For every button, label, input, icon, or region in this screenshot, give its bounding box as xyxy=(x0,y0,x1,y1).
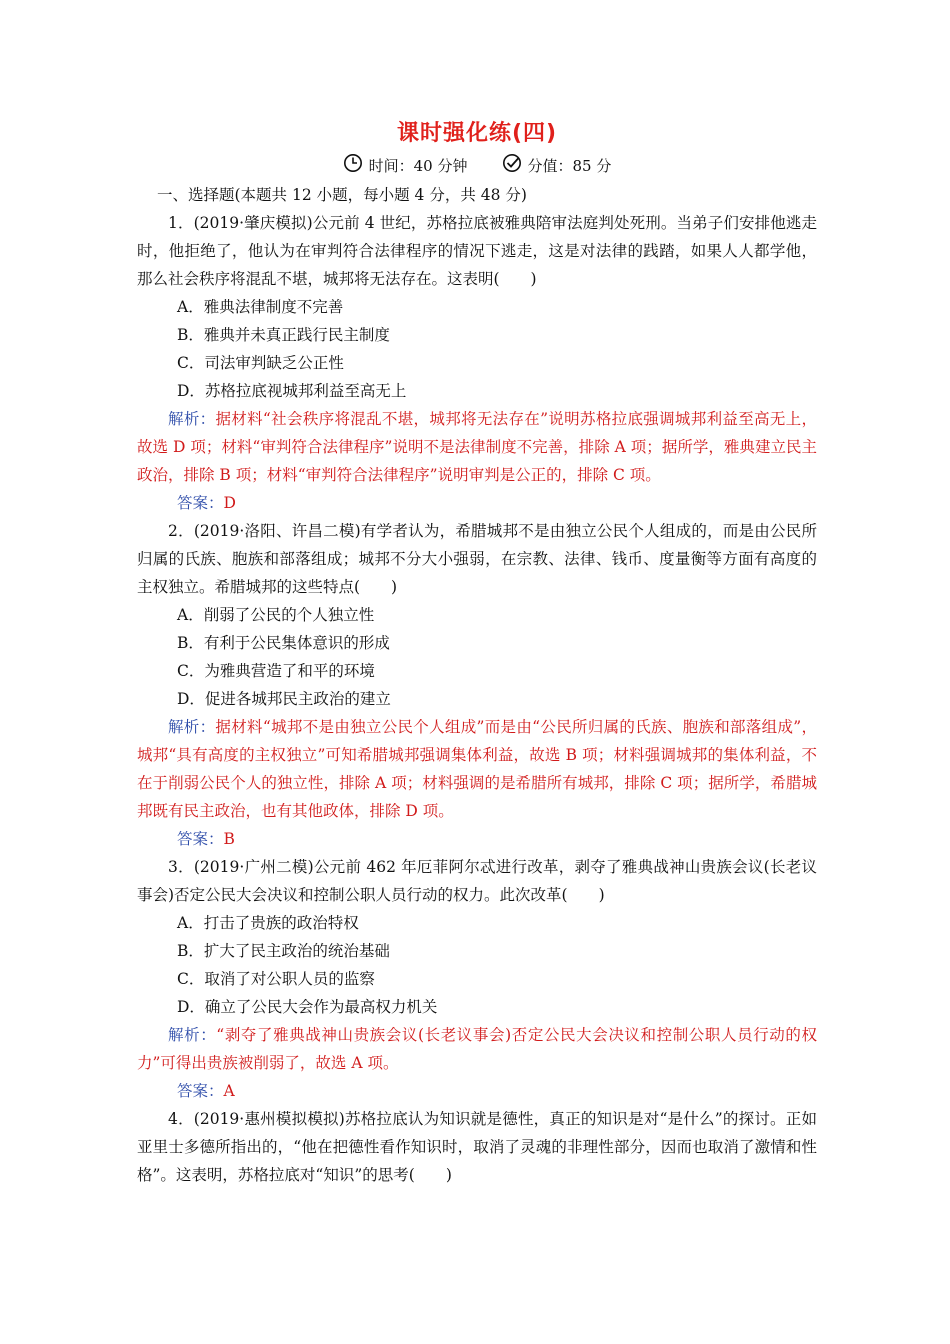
answer-label: 答案： xyxy=(177,830,224,848)
page-title: 课时强化练(四) xyxy=(396,121,558,146)
analysis-text: 据材料“城邦不是由独立公民个人组成”而是由“公民所归属的氏族、胞族和部落组成”，城邦“具有高度的主权独立”可知希腊城邦强调集体利益，故选 B 项；材料强调城邦的集体利益，不在于削弱公民个人的独立性，排除 A 项；材料强调的是希腊所有城邦，排除 C 项；据所学，希腊城邦既有民主政治，也有其他政体，排除 D 项。 xyxy=(137,718,817,820)
question-3 xyxy=(137,853,817,1105)
option-d: D．苏格拉底视城邦利益至高无上 xyxy=(177,382,407,400)
analysis-label: 解析： xyxy=(168,1026,217,1044)
option-a: A．削弱了公民的个人独立性 xyxy=(177,606,375,624)
question-stem: 2．(2019·洛阳、许昌二模)有学者认为，希腊城邦不是由独立公民个人组成的，而是由公民所归属的氏族、胞族和部落组成；城邦不分大小强弱，在宗教、法律、钱币、度量衡等方面有高度的主权独立。希腊城邦的这些特点( ) xyxy=(137,522,817,596)
section-heading: 一、选择题(本题共 12 小题，每小题 4 分，共 48 分) xyxy=(157,186,527,204)
analysis-label: 解析： xyxy=(168,718,216,736)
option-c: C．司法审判缺乏公正性 xyxy=(177,354,344,372)
analysis-label: 解析： xyxy=(168,410,216,428)
analysis-text: “剥夺了雅典战神山贵族会议(长老议事会)否定公民大会决议和控制公职人员行动的权力”可得出贵族被削弱了，故选 A 项。 xyxy=(137,1026,817,1072)
document-page xyxy=(137,116,817,1189)
answer xyxy=(137,489,817,517)
question-stem: 3．(2019·广州二模)公元前 462 年厄菲阿尔忒进行改革，剥夺了雅典战神山贵族会议(长老议事会)否定公民大会决议和控制公职人员行动的权力。此次改革( ) xyxy=(137,858,817,904)
score-text: 分值：85 分 xyxy=(527,156,612,175)
option-b: B．雅典并未真正践行民主制度 xyxy=(177,326,390,344)
analysis xyxy=(137,1021,817,1077)
option-d: D．促进各城邦民主政治的建立 xyxy=(177,690,391,708)
answer-value: B xyxy=(223,830,235,848)
answer-label: 答案： xyxy=(177,1082,224,1100)
score-info xyxy=(502,153,612,177)
question-2 xyxy=(137,517,817,853)
exam-meta xyxy=(137,153,817,177)
analysis-text: 据材料“社会秩序将混乱不堪，城邦将无法存在”说明苏格拉底强调城邦利益至高无上，故选 D 项；材料“审判符合法律程序”说明不是法律制度不完善，排除 A 项；据所学，雅典建立民主政治，排除 B 项；材料“审判符合法律程序”说明审判是公正的，排除 C 项。 xyxy=(137,410,817,484)
clock-icon xyxy=(343,153,363,177)
answer-value: D xyxy=(223,494,236,512)
question-1 xyxy=(137,209,817,517)
answer-label: 答案： xyxy=(177,494,224,512)
answer xyxy=(137,1077,817,1105)
time-info xyxy=(343,153,468,177)
option-d: D．确立了公民大会作为最高权力机关 xyxy=(177,998,438,1016)
question-stem: 1．(2019·肇庆模拟)公元前 4 世纪，苏格拉底被雅典陪审法庭判处死刑。当弟子们安排他逃走时，他拒绝了，他认为在审判符合法律程序的情况下逃走，这是对法律的践踏，如果人人都学他，那么社会秩序将混乱不堪，城邦将无法存在。这表明( ) xyxy=(137,214,817,288)
answer-value: A xyxy=(223,1082,235,1100)
question-4 xyxy=(137,1105,817,1189)
question-stem: 4．(2019·惠州模拟模拟)苏格拉底认为知识就是德性，真正的知识是对“是什么”的探讨。正如亚里士多德所指出的，“他在把德性看作知识时，取消了灵魂的非理性部分，因而也取消了激情和性格”。这表明，苏格拉底对“知识”的思考( ) xyxy=(137,1110,817,1184)
option-c: C．为雅典营造了和平的环境 xyxy=(177,662,375,680)
option-b: B．有利于公民集体意识的形成 xyxy=(177,634,390,652)
answer xyxy=(137,825,817,853)
option-a: A．雅典法律制度不完善 xyxy=(177,298,344,316)
check-circle-icon xyxy=(502,153,522,177)
option-c: C．取消了对公职人员的监察 xyxy=(177,970,375,988)
analysis xyxy=(137,713,817,825)
option-a: A．打击了贵族的政治特权 xyxy=(177,914,359,932)
option-b: B．扩大了民主政治的统治基础 xyxy=(177,942,390,960)
time-text: 时间：40 分钟 xyxy=(368,156,468,175)
analysis xyxy=(137,405,817,489)
